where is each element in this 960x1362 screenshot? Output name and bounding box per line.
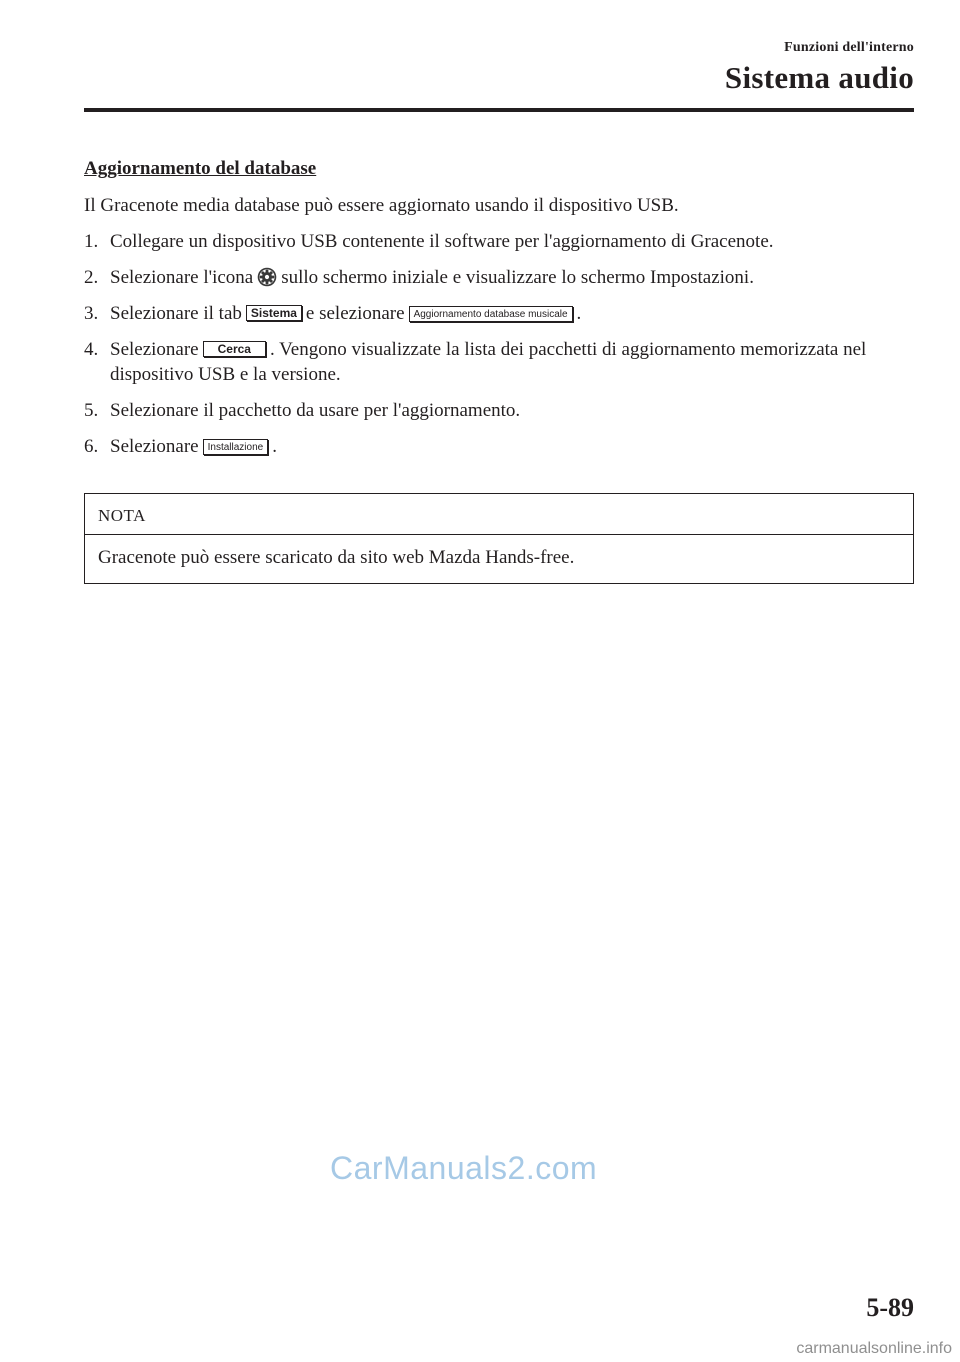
sistema-tab-button: Sistema [246, 305, 302, 321]
list-item [84, 229, 914, 254]
step-text: e selezionare [305, 303, 405, 324]
step-text: . Vengono visualizzate la lista dei pacchetti di aggiornamento memorizzata nel dispositivo USB e la versione. [110, 339, 867, 385]
cerca-button: Cerca [203, 341, 266, 357]
main-content [84, 156, 914, 470]
step-text: Selezionare [110, 436, 199, 457]
step-text: sullo schermo iniziale e visualizzare lo schermo Impostazioni. [281, 267, 754, 288]
list-item [84, 337, 914, 387]
step-number: 6. [84, 436, 99, 457]
note-heading: NOTA [85, 494, 913, 535]
step-number: 4. [84, 339, 99, 360]
footer-site-text: carmanualsonline.info [796, 1340, 952, 1357]
gear-icon [257, 267, 277, 287]
header-divider [84, 108, 914, 112]
step-text: Selezionare il tab [110, 303, 242, 324]
page-number: 5-89 [866, 1293, 914, 1322]
chapter-heading: Funzioni dell'interno [784, 40, 914, 55]
page-title: Sistema audio [724, 60, 914, 95]
list-item [84, 434, 914, 459]
installazione-button: Installazione [203, 439, 269, 455]
note-body: Gracenote può essere scaricato da sito web Mazda Hands-free. [98, 547, 575, 568]
step-number: 1. [84, 231, 99, 252]
step-text: Selezionare [110, 339, 199, 360]
database-update-button: Aggiornamento database musicale [409, 306, 573, 322]
list-item [84, 301, 914, 326]
intro-paragraph: Il Gracenote media database può essere aggiornato usando il dispositivo USB. [84, 195, 679, 216]
section-title: Aggiornamento del database [84, 158, 317, 179]
steps-list [84, 229, 914, 459]
note-box [84, 493, 914, 584]
watermark: CarManuals2.com [330, 1150, 598, 1186]
list-item [84, 265, 914, 290]
step-number: 5. [84, 400, 99, 421]
step-number: 2. [84, 267, 99, 288]
step-text: Collegare un dispositivo USB contenente il software per l'aggiornamento di Gracenote. [110, 231, 774, 252]
step-text: . [576, 303, 582, 324]
step-text: Selezionare il pacchetto da usare per l'aggiornamento. [110, 400, 521, 421]
step-number: 3. [84, 303, 99, 324]
step-text: Selezionare l'icona [110, 267, 254, 288]
list-item [84, 398, 914, 423]
step-text: . [272, 436, 277, 457]
